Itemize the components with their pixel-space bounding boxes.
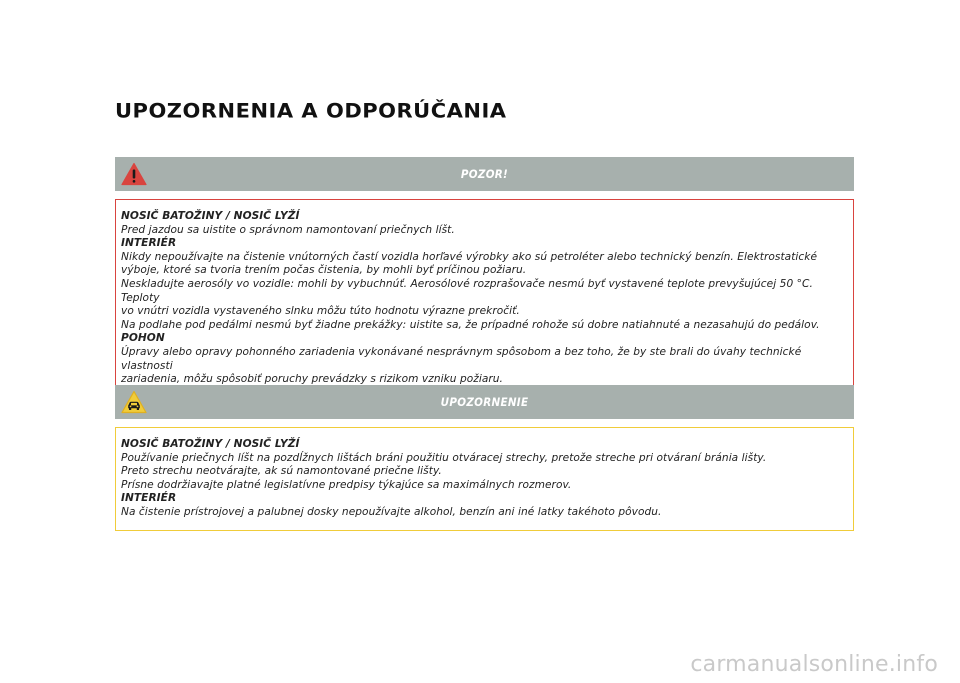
section-title: INTERIÉR [121,492,177,505]
section-title: POHON [121,332,165,345]
warning-box [115,157,854,398]
page-title: UPOZORNENIA A ODPORÚČANIA [115,100,507,123]
body-text: Na čistenie prístrojovej a palubnej dosky nepoužívajte alkohol, benzín ani iné latky takéhoto pôvodu. [121,505,662,518]
body-text: výboje, ktoré sa tvoria trením počas čistenia, by mohli byť príčinou požiaru. [121,264,527,277]
body-text: zariadenia, môžu spôsobiť poruchy prevádzky s rizikom vzniku požiaru. [121,373,503,386]
body-text: Úpravy alebo opravy pohonného zariadenia vykonávané nesprávnym spôsobom a bez toho, že by ste brali do úvahy technické vlastnosti [121,345,802,372]
body-text: Pred jazdou sa uistite o správnom namontovaní priečnych líšt. [121,223,455,236]
body-text: vo vnútri vozidla vystaveného slnku môžu túto hodnotu výrazne prekročiť. [121,305,520,318]
body-text: Nikdy nepoužívajte na čistenie vnútorných častí vozidla horľavé výrobky ako sú petroléter alebo technický benzín. Elektrostatické [121,250,818,263]
section-title: INTERIÉR [121,237,177,250]
caution-box [115,385,854,531]
caution-box-title: UPOZORNENIE [440,395,529,409]
warning-box-title: POZOR! [460,167,509,181]
warning-box-body [115,199,854,398]
caution-box-body [115,427,854,531]
warning-box-header [115,157,854,191]
body-text: Používanie priečnych líšt na pozdĺžnych lištách bráni použitiu otváracej strechy, pretože streche pri otváraní bránia lišty. [121,451,767,464]
body-text: Prísne dodržiavajte platné legislatívne predpisy týkajúce sa maximálnych rozmerov. [121,478,572,491]
section-title: NOSIČ BATOŽINY / NOSIČ LYŽÍ [121,210,300,222]
body-text: Neskladujte aerosóly vo vozidle: mohli by vybuchnúť. Aerosólové rozprašovače nesmú byť vystavené teplote prevyšujúcej 50 °C. Teploty [121,277,813,304]
body-text: Na podlahe pod pedálmi nesmú byť žiadne prekážky: uistite sa, že prípadné rohože sú dobre natiahnuté a nezasahujú do pedálov. [121,318,820,331]
watermark: carmanualsonline.info [690,652,938,677]
section-title: NOSIČ BATOŽINY / NOSIČ LYŽÍ [121,438,300,450]
body-text: Preto strechu neotvárajte, ak sú namontované priečne lišty. [121,465,442,478]
caution-box-header [115,385,854,419]
